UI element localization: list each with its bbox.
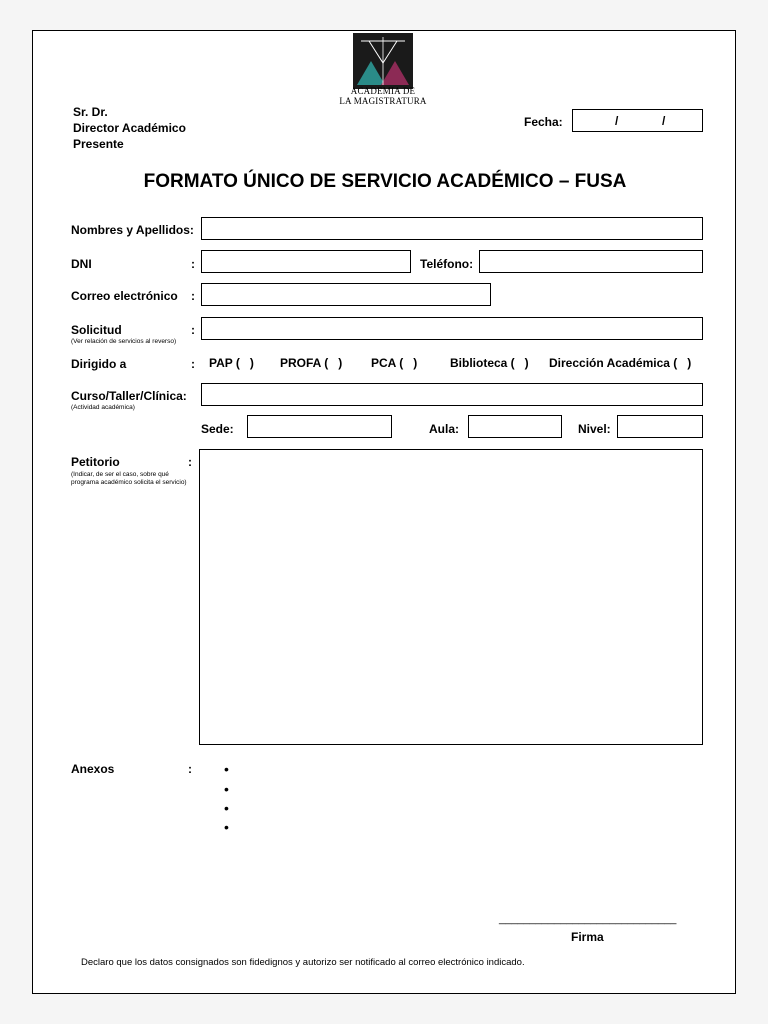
curso-input[interactable] [201,383,703,406]
solicitud-note: (Ver relación de servicios al reverso) [71,338,177,345]
option-direccion-academica[interactable]: Dirección Académica ( ) [549,356,692,370]
dni-label: DNI [71,257,92,271]
petitorio-colon: : [188,455,192,469]
anexo-bullet-4: • [224,819,229,835]
anexo-bullet-2: • [224,781,229,797]
aula-label: Aula: [429,422,459,436]
anexo-bullet-1: • [224,761,229,777]
fecha-separator-2: / [662,114,666,128]
nombres-label: Nombres y Apellidos: [71,223,194,237]
logo-line-1: ACADEMIA DE [350,86,416,96]
logo-text [329,86,437,106]
correo-colon: : [191,289,195,303]
curso-label: Curso/Taller/Clínica: [71,389,187,403]
academy-logo [353,33,413,89]
dni-input[interactable] [201,250,411,273]
logo-line-2: LA MAGISTRATURA [339,96,427,106]
aula-input[interactable] [468,415,562,438]
recipient: Director Académico [73,121,186,135]
dirigido-colon: : [191,357,195,371]
petitorio-textarea[interactable] [199,449,703,745]
solicitud-label: Solicitud [71,323,122,337]
solicitud-colon: : [191,323,195,337]
salutation: Sr. Dr. [73,105,108,119]
solicitud-input[interactable] [201,317,703,340]
correo-label: Correo electrónico [71,289,178,303]
telefono-input[interactable] [479,250,703,273]
fecha-separator-1: / [615,114,619,128]
presente-text: Presente [73,137,124,151]
signature-label: Firma [571,930,604,944]
dni-colon: : [191,257,195,271]
anexos-colon: : [188,762,192,776]
page-title: FORMATO ÚNICO DE SERVICIO ACADÉMICO – FUSA [143,171,627,192]
form-page [32,30,736,994]
nombres-input[interactable] [201,217,703,240]
nivel-input[interactable] [617,415,703,438]
fecha-label: Fecha: [524,115,563,129]
fecha-field[interactable] [572,109,703,132]
option-biblioteca[interactable]: Biblioteca ( ) [450,356,529,370]
anexo-bullet-3: • [224,800,229,816]
signature-line: _____________________________ [499,913,677,925]
addressee-block [73,104,186,152]
logo-mark-icon [353,33,413,89]
option-profa[interactable]: PROFA ( ) [280,356,343,370]
petitorio-label: Petitorio [71,455,120,469]
option-pca[interactable]: PCA ( ) [371,356,418,370]
telefono-label: Teléfono: [420,257,474,271]
nivel-label: Nivel: [578,422,611,436]
petitorio-note: (Indicar, de ser el caso, sobre qué programa académico solicita el servicio) [71,471,187,486]
sede-label: Sede: [201,422,234,436]
correo-input[interactable] [201,283,491,306]
anexos-label: Anexos [71,762,115,776]
sede-input[interactable] [247,415,392,438]
declaration-text: Declaro que los datos consignados son fidedignos y autorizo ser notificado al correo electrónico indicado. [81,957,525,968]
option-pap[interactable]: PAP ( ) [209,356,254,370]
curso-note: (Actividad académica) [71,404,135,411]
dirigido-label: Dirigido a [71,357,127,371]
